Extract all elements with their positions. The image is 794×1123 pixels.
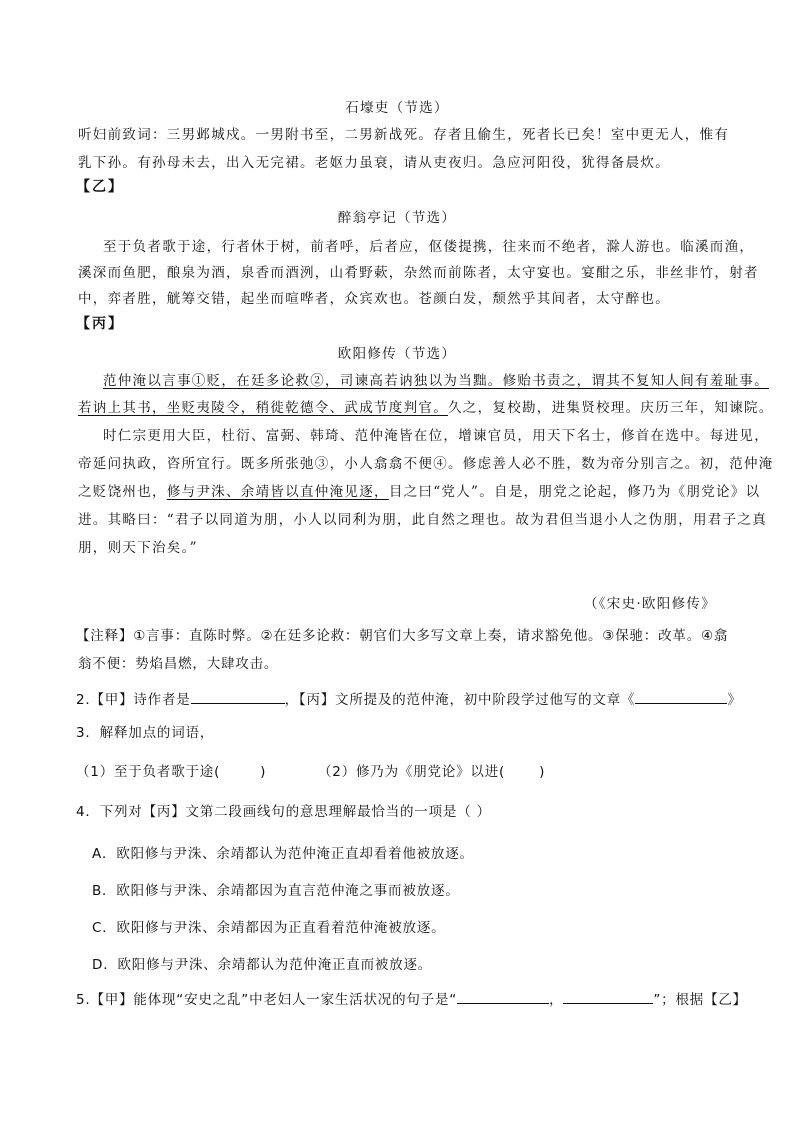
q2-answer-blank-1[interactable]: [191, 689, 285, 704]
q5-answer-blank-1[interactable]: [457, 989, 549, 1004]
q2-text-b: ，【丙】文所提及的范仲淹，初中阶段学过他写的文章《: [284, 692, 636, 708]
q5-text-b: ，: [549, 992, 564, 1008]
notes-line-2: 翁不便：势焰昌燃，大肆攻击。: [78, 656, 279, 672]
q4-option-b[interactable]: B．欧阳修与尹洙、余靖都因为直言范仲淹之事而被放逐。: [92, 883, 460, 899]
bing-p2-line-1: 时仁宗更用大臣，杜衍、富弼、韩琦、范仲淹皆在位，增谏官员，用天下名士，修首在选中。每进见，: [103, 428, 769, 444]
bing-p2-line-3-start: 之贬饶州也，: [78, 484, 167, 500]
question-3: 3．解释加点的词语，: [76, 725, 215, 741]
q5-text-c: ”；根据【乙】: [653, 992, 747, 1008]
bing-p1-rest: 久之，复校勘，进集贤校理。庆历三年，知谏院。: [448, 400, 774, 416]
yi-line-1: 至于负者歌于途，行者休于树，前者呼，后者应，伛偻提携，往来而不绝者，滁人游也。临溪而渔，: [103, 239, 755, 255]
yi-tag: 【乙】: [76, 179, 124, 195]
q2-text-a: 2.【甲】诗作者是: [76, 692, 191, 708]
bing-underlined-sentence: 修与尹洙、余靖皆以直仲淹见逐，: [166, 484, 389, 500]
q3-1-close: ): [260, 764, 267, 780]
jia-title: 石壕吏（节选）: [345, 100, 449, 116]
q3-2-close: ): [539, 764, 546, 780]
bing-p2-line-3-end: 目之曰“党人”。自是，朋党之论起，修乃为《朋党论》以: [388, 484, 761, 500]
q2-answer-blank-2[interactable]: [635, 689, 727, 704]
bing-p2-line-3: [78, 480, 760, 500]
question-2: [76, 688, 742, 708]
bing-p2-line-5: 朋，则天下治矣。”: [78, 540, 198, 556]
bing-p1-line-2: [78, 396, 774, 416]
bing-underlined-1: 范仲淹以言事①贬，在廷多论救②，司谏高若讷独以为当黜。修贻书责之，谓其不复知人间有羞耻事。: [103, 373, 769, 389]
bing-title: 欧阳修传（节选）: [337, 346, 457, 362]
question-5: [76, 988, 747, 1008]
yi-line-2: 溪深而鱼肥，酿泉为酒，泉香而酒洌，山肴野蔌，杂然而前陈者，太守宴也。宴酣之乐，非丝非竹，射者: [78, 265, 759, 281]
q4-option-d[interactable]: D．欧阳修与尹洙、余靖都认为范仲淹正直而被放逐。: [92, 957, 433, 973]
q3-1-text: （1）至于负者歌于途(: [76, 764, 221, 780]
question-3-2: [318, 760, 545, 780]
bing-underlined-2: 若讷上其书，坐贬夷陵令，稍徙乾德令、武成节度判官。: [78, 400, 448, 416]
bing-tag: 【丙】: [76, 316, 124, 332]
q5-text-a: 5.【甲】能体现“安史之乱”中老妇人一家生活状况的句子是“: [76, 992, 458, 1008]
jia-line-2: 乳下孙。有孙母未去，出入无完裙。老妪力虽衰，请从吏夜归。急应河阳役，犹得备晨炊。: [78, 155, 670, 171]
bing-p2-line-4: 进。其略曰：“君子以同道为朋，小人以同利为朋，此自然之理也。故为君但当退小人之伪朋，用君子之真: [78, 512, 767, 528]
q4-option-c[interactable]: C．欧阳修与尹洙、余靖都因为正直看着范仲淹被放逐。: [92, 920, 446, 936]
bing-p2-line-2: 帝延问执政，咨所宜行。既多所张弛③，小人翕翕不便④。修虑善人必不胜，数为帝分别言之。初，范仲淹: [78, 456, 774, 472]
question-4: 4．下列对【丙】文第二段画线句的意思理解最恰当的一项是（ ）: [76, 804, 491, 820]
notes-line-1: 【注释】①言事：直陈时弊。②在廷多论救：朝官们大多写文章上奏，请求豁免他。③保驰：改革。④翕: [76, 628, 729, 644]
jia-line-1: 听妇前致词：三男邺城戍。一男附书至，二男新战死。存者且偷生，死者长已矣！室中更无人，惟有: [78, 127, 730, 143]
yi-title: 醉翁亭记（节选）: [337, 210, 457, 226]
question-3-1: [76, 760, 266, 780]
q5-answer-blank-2[interactable]: [563, 989, 653, 1004]
source-citation: （《宋史·欧阳修传》: [583, 596, 716, 612]
q3-2-text: （2）修乃为《朋党论》以进(: [318, 764, 506, 780]
q2-text-c: 》: [727, 692, 742, 708]
yi-line-3: 中，弈者胜，觥筹交错，起坐而喧哗者，众宾欢也。苍颜白发，颓然乎其间者，太守醉也。: [78, 291, 670, 307]
q4-option-a[interactable]: A．欧阳修与尹洙、余靖都认为范仲淹正直却看着他被放逐。: [92, 846, 474, 862]
